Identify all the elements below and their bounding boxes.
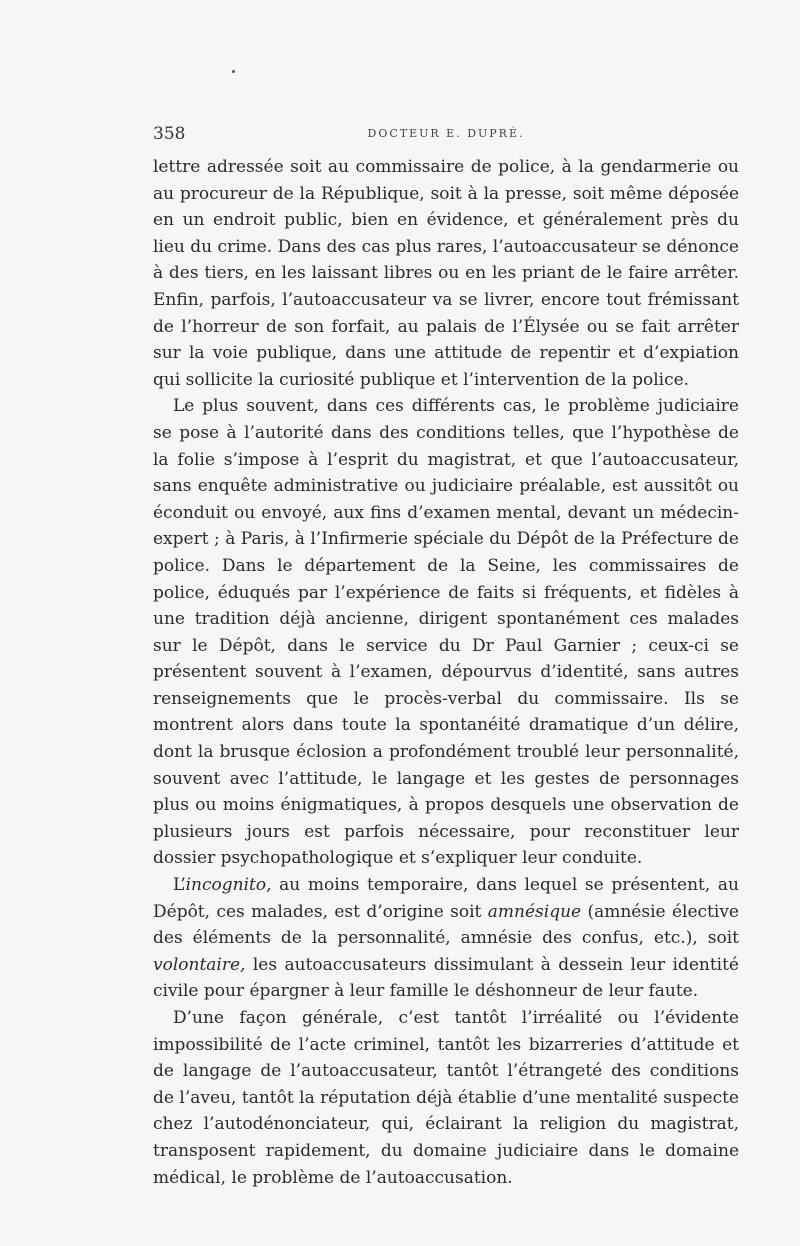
body-text — [153, 154, 739, 1191]
p3-incognito: incognito, — [185, 875, 272, 896]
paragraph-4: D’une façon générale, c’est tantôt l’irréalité ou l’évidente impossibilité de l’acte criminel, tantôt les bizarreries d’attitude et de langage de l’autoaccusateur, tantôt l’étrangeté des conditions de l’aveu, tantôt la réputation déjà établie d’une mentalité suspecte chez l’autodénonciateur, qui, éclairant la religion du magistrat, transposent rapidement, du domaine judiciaire dans le domaine médical, le problème de l’autoaccusation. — [153, 1008, 739, 1188]
running-title: DOCTEUR E. DUPRÉ. — [367, 127, 525, 140]
paragraph-1: lettre adressée soit au commissaire de police, à la gendarmerie ou au procureur de la République, soit à la presse, soit même déposée en un endroit public, bien en évidence, et généralement près du lieu du crime. Dans des cas plus rares, l’autoaccusateur se dénonce à des tiers, en les laissant libres ou en les priant de le faire arrêter. Enfin, parfois, l’autoaccusateur va se livrer, encore tout frémissant de l’horreur de son forfait, au palais de l’Élysée ou se fait arrêter sur la voie publique, dans une attitude de repentir et d’expiation qui sollicite la curiosité publique et l’intervention de la police. — [153, 157, 739, 390]
running-head — [153, 124, 739, 146]
paragraph-3 — [153, 872, 739, 1005]
p3-volontaire: volontaire, — [153, 954, 246, 975]
paper-speck — [232, 70, 235, 73]
page-number: 358 — [153, 124, 186, 144]
paragraph-2: Le plus souvent, dans ces différents cas, le problème judiciaire se pose à l’autorité dans des conditions telles, que l’hypothèse de la folie s’impose à l’esprit du magistrat, et que l’autoaccusateur, sans enquête administrative ou judiciaire préalable, est aussitôt ou éconduit ou envoyé, aux fins d’examen mental, devant un médecin-expert ; à Paris, à l’Infirmerie spéciale du Dépôt de la Préfecture de police. Dans le département de la Seine, les commissaires de police, éduqués par l’expérience de faits si fréquents, et fidèles à une tradition déjà ancienne, dirigent spontanément ces malades sur le Dépôt, dans le service du Dr Paul Garnier ; ceux-ci se présentent souvent à l’examen, dépourvus d’identité, sans autres renseignements que le procès-verbal du commissaire. Ils se montrent alors dans toute la spontanéité dramatique d’un délire, dont la brusque éclosion a profondément troublé leur personnalité, souvent avec l’attitude, le langage et les gestes de personnages plus ou moins énigmatiques, à propos desquels une observation de plusieurs jours est parfois nécessaire, pour reconstituer leur dossier psychopathologique et s’expliquer leur conduite. — [153, 396, 739, 869]
p3-c: au moins temporaire, dans lequel se présentent, au Dépôt, ces malades, est d’origine soit — [153, 875, 739, 922]
p3-a: L’ — [173, 875, 186, 896]
p3-amnesique: amnésique — [487, 901, 582, 922]
p3-e: (amnésie élective des éléments de la personnalité, amnésie des confus, etc.), soit — [153, 901, 739, 949]
p3-g: les autoaccusateurs dissimulant à dessein leur identité civile pour épargner à leur famille le déshonneur de leur faute. — [153, 954, 739, 1002]
